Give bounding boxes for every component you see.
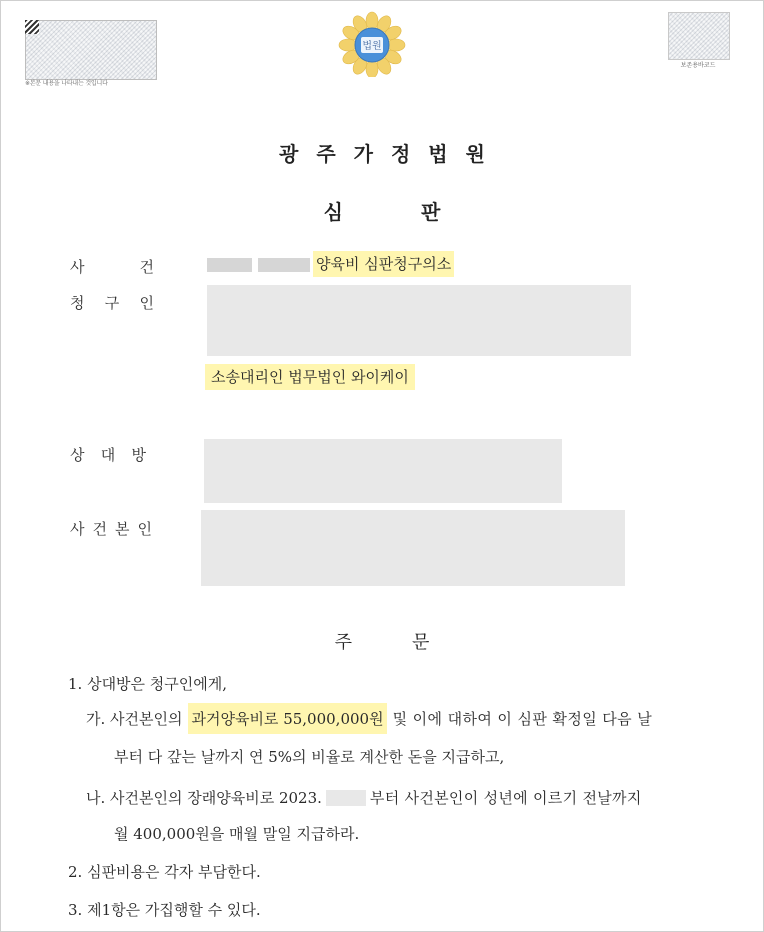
order-item-1b-continued: 월 400,000원을 매월 말일 지급하라. (114, 825, 360, 843)
order-item-1b-suffix: 부터 사건본인이 성년에 이르기 전날까지 (369, 789, 642, 807)
claimant-redaction (207, 285, 631, 356)
order-item-1b-prefix: 나. 사건본인의 장래양육비로 2023. (86, 789, 322, 807)
claimant-label-text (70, 292, 154, 313)
date-redaction (326, 790, 366, 806)
order-title: 주문 (334, 632, 490, 653)
order-item-1a-prefix: 가. 사건본인의 (86, 709, 183, 728)
emblem-text: 법원 (362, 41, 382, 52)
order-item-3: 3. 제1항은 가집행할 수 있다. (68, 901, 261, 919)
case-name: 양육비 심판청구의소 (313, 251, 454, 277)
court-emblem-icon (334, 9, 410, 77)
principal-label-char-2: 건 (92, 520, 107, 538)
claimant-label (70, 292, 154, 312)
order-item-2: 2. 심판비용은 각자 부담한다. (68, 863, 261, 881)
principal-label-char-4: 인 (137, 520, 152, 538)
case-label-char-1: 사 (70, 258, 85, 276)
barcode-left (25, 20, 157, 80)
respondent-label-char-3: 방 (131, 446, 146, 464)
barcode-note: ※본문 내용을 나타내는 것입니다 (25, 80, 108, 87)
order-item-1: 1. 상대방은 청구인에게, (68, 675, 228, 693)
barcode-right (668, 12, 730, 60)
principal-redaction (201, 510, 625, 586)
case-label-char-2: 건 (139, 258, 154, 276)
claimant-label-char-1: 청 (70, 294, 85, 312)
order-item-1a-suffix: 및 이에 대하여 이 심판 확정일 다음 날 (392, 709, 653, 728)
case-label-text (70, 256, 154, 277)
respondent-label-text (70, 444, 146, 465)
principal-label-text (70, 518, 152, 539)
document-type: 심판 (323, 200, 519, 224)
respondent-label-char-1: 상 (70, 446, 85, 464)
case-number-redaction (207, 258, 252, 272)
counsel-name: 소송대리인 법무법인 와이케이 (205, 364, 415, 390)
order-item-1a-amount: 과거양육비로 55,000,000원 (188, 703, 386, 734)
respondent-label (70, 444, 146, 464)
corner-mark-icon (25, 20, 39, 34)
claimant-label-char-3: 인 (139, 294, 154, 312)
claimant-label-char-2: 구 (104, 294, 120, 312)
case-label (70, 256, 154, 276)
principal-label-char-1: 사 (70, 520, 85, 538)
barcode-right-caption: 보존용바코드 (680, 62, 716, 69)
order-item-1b (86, 787, 642, 808)
case-number-redaction (258, 258, 310, 272)
order-item-1a (86, 703, 652, 733)
order-item-1a-continued: 부터 다 갚는 날까지 연 5%의 비율로 계산한 돈을 지급하고, (114, 748, 505, 766)
respondent-label-char-2: 대 (100, 446, 116, 464)
respondent-redaction (204, 439, 562, 503)
court-name: 광주가정법원 (279, 142, 503, 166)
principal-label-char-3: 본 (115, 520, 130, 538)
principal-label (70, 518, 152, 538)
